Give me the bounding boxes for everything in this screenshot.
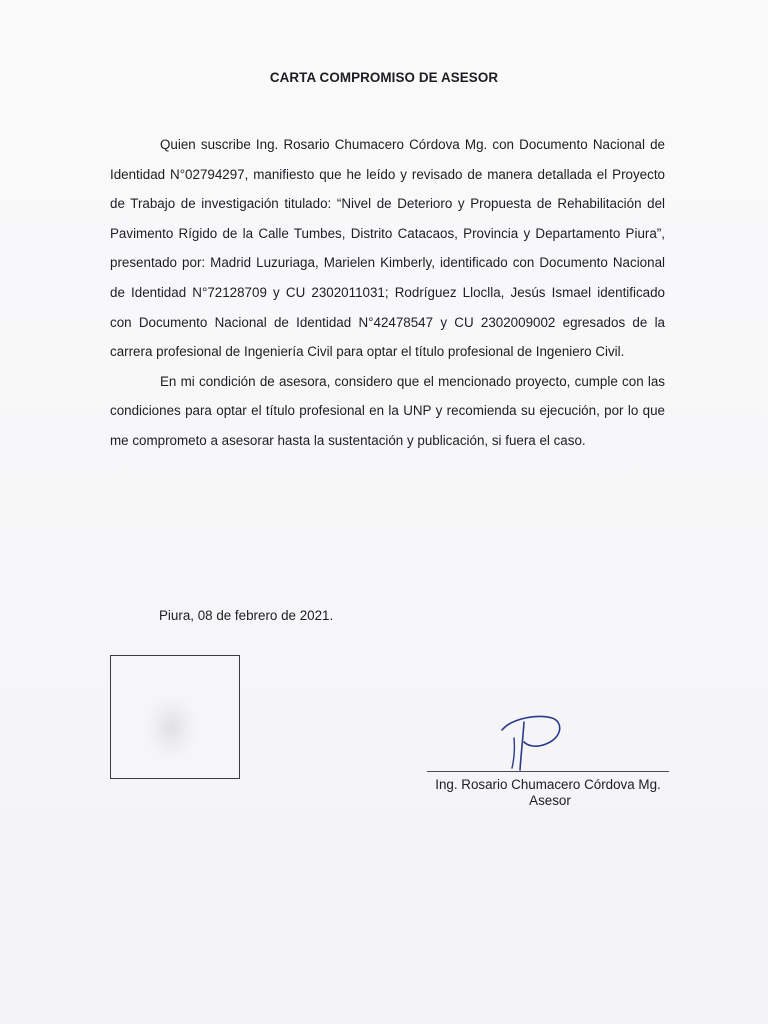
- document-body: [110, 130, 665, 456]
- faded-stamp-mark: [145, 696, 197, 760]
- signature-icon: [490, 708, 580, 778]
- seal-box: [110, 655, 240, 779]
- signature-line: [427, 771, 669, 772]
- signer-role: Asesor: [529, 793, 571, 808]
- paragraph-2: En mi condición de asesora, considero que el mencionado proyecto, cumple con las condiciones para optar el título profesional en la UNP y recomienda su ejecución, por lo que me comprometo a asesorar hasta la sustentación y publicación, si fuera el caso.: [110, 373, 665, 448]
- paragraph-1: Quien suscribe Ing. Rosario Chumacero Córdova Mg. con Documento Nacional de Identidad N°02794297, manifiesto que he leído y revisado de manera detallada el Proyecto de Trabajo de investigación titulado: “Nivel de Deterioro y Propuesta de Rehabilitación del Pavimento Rígido de la Calle Tumbes, Distrito Catacaos, Provincia y Departamento Piura”, presentado por: Madrid Luzuriaga, Marielen Kimberly, identificado con Documento Nacional de Identidad N°72128709 y CU 2302011031; Rodríguez Lloclla, Jesús Ismael identificado con Documento Nacional de Identidad N°42478547 y CU 2302009002 egresados de la carrera profesional de Ingeniería Civil para optar el título profesional de Ingeniero Civil.: [110, 137, 665, 360]
- place-date: Piura, 08 de febrero de 2021.: [159, 608, 334, 623]
- document-title: CARTA COMPROMISO DE ASESOR: [269, 70, 499, 85]
- signer-name: Ing. Rosario Chumacero Córdova Mg.: [435, 777, 661, 792]
